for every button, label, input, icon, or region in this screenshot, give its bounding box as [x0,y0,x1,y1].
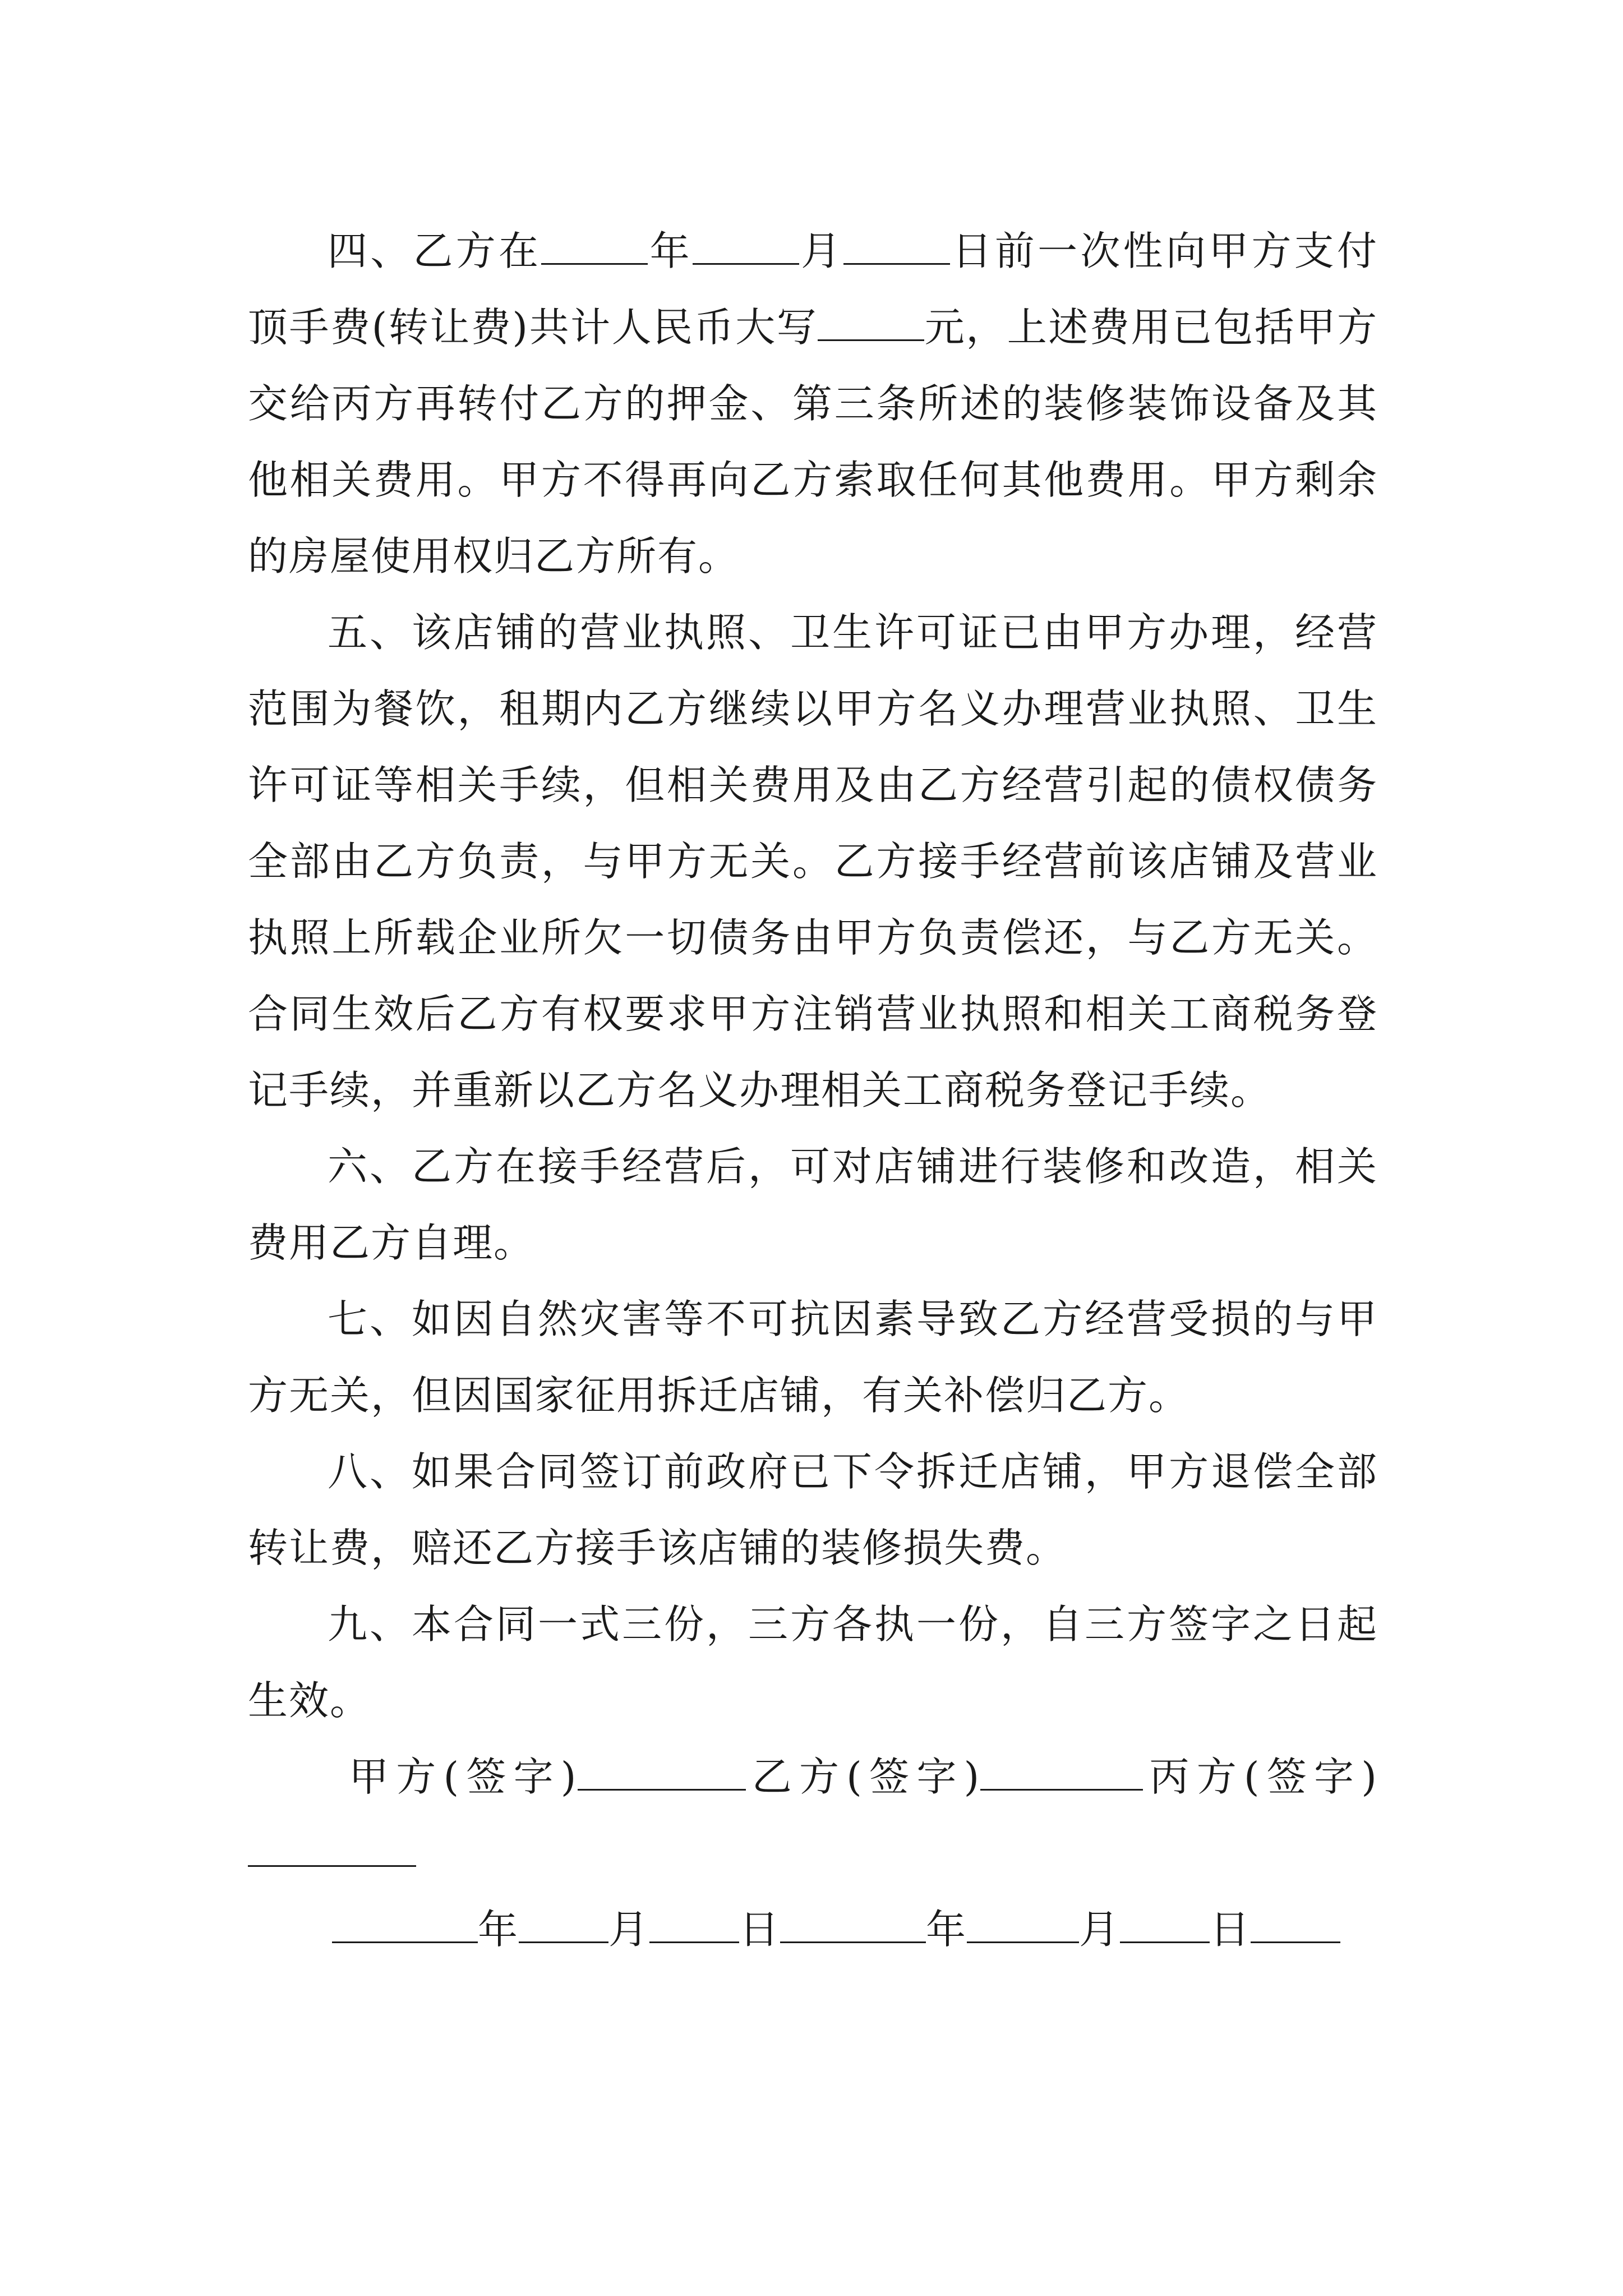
date-day-label: 日 [739,1906,781,1953]
clause-8: 八、如果合同签订前政府已下令拆迁店铺，甲方退偿全部转让费，赔还乙方接手该店铺的装修损失费。 [248,1448,1378,1571]
date-month-label: 月 [608,1906,650,1953]
date-day-label: 日 [1210,1906,1251,1953]
date-blank [1251,1904,1340,1943]
clause-7: 七、如因自然灾害等不可抗因素导致乙方经营受损的与甲方无关，但因国家征用拆迁店铺，有关补偿归乙方。 [248,1296,1378,1419]
party-a-signature-label: 甲方(签字) [349,1754,578,1800]
clause-4-text: 日前一次性向甲方支付顶手费(转让费)共计人民币大写 [248,228,1378,351]
party-a-signature-line [578,1751,746,1791]
clause-5: 五、该店铺的营业执照、卫生许可证已由甲方办理，经营范围为餐饮，租期内乙方继续以甲方名义办理营业执照、卫生许可证等相关手续，但相关费用及由乙方经营引起的债权债务全部由乙方负责，与甲方无关。乙方接手经营前该店铺及营业执照上所载企业所欠一切债务由甲方负责偿还，与乙方无关。合同生效后乙方有权要求甲方注销营业执照和相关工商税务登记手续，并重新以乙方名义办理相关工商税务登记手续。 [248,609,1378,1114]
party-c-signature-label: 丙方(签字) [1143,1754,1378,1800]
clause-4 [248,213,1378,595]
party-b-signature-label: 乙方(签字) [745,1754,981,1800]
signature-block [248,1739,1378,1892]
date-row [248,1892,1378,1968]
clause-6: 六、乙方在接手经营后，可对店铺进行装修和改造，相关费用乙方自理。 [248,1143,1378,1266]
date-blank [967,1904,1079,1943]
blank-day [843,226,950,265]
month-label: 月 [799,228,844,274]
date-month-label: 月 [1079,1906,1121,1953]
date-blank [1120,1904,1210,1943]
blank-amount [818,302,924,341]
clause-9: 九、本合同一式三份，三方各执一份，自三方签字之日起生效。 [248,1601,1378,1724]
blank-year [541,226,648,265]
date-year-label: 年 [478,1906,519,1953]
year-label: 年 [648,228,693,274]
date-blank [780,1904,926,1943]
date-blank [332,1904,478,1943]
clause-4-text: 四、乙方在 [328,228,542,274]
date-blank [649,1904,739,1943]
contract-body [248,213,1378,1968]
date-blank [519,1904,608,1943]
party-b-signature-line [980,1751,1143,1791]
blank-month [693,226,799,265]
party-c-signature-line [248,1828,416,1867]
date-year-label: 年 [926,1906,967,1953]
clause-4-text: 元，上述费用已包括甲方交给丙方再转付乙方的押金、第三条所述的装修装饰设备及其他相关费用。甲方不得再向乙方索取任何其他费用。甲方剩余的房屋使用权归乙方所有。 [248,304,1378,579]
